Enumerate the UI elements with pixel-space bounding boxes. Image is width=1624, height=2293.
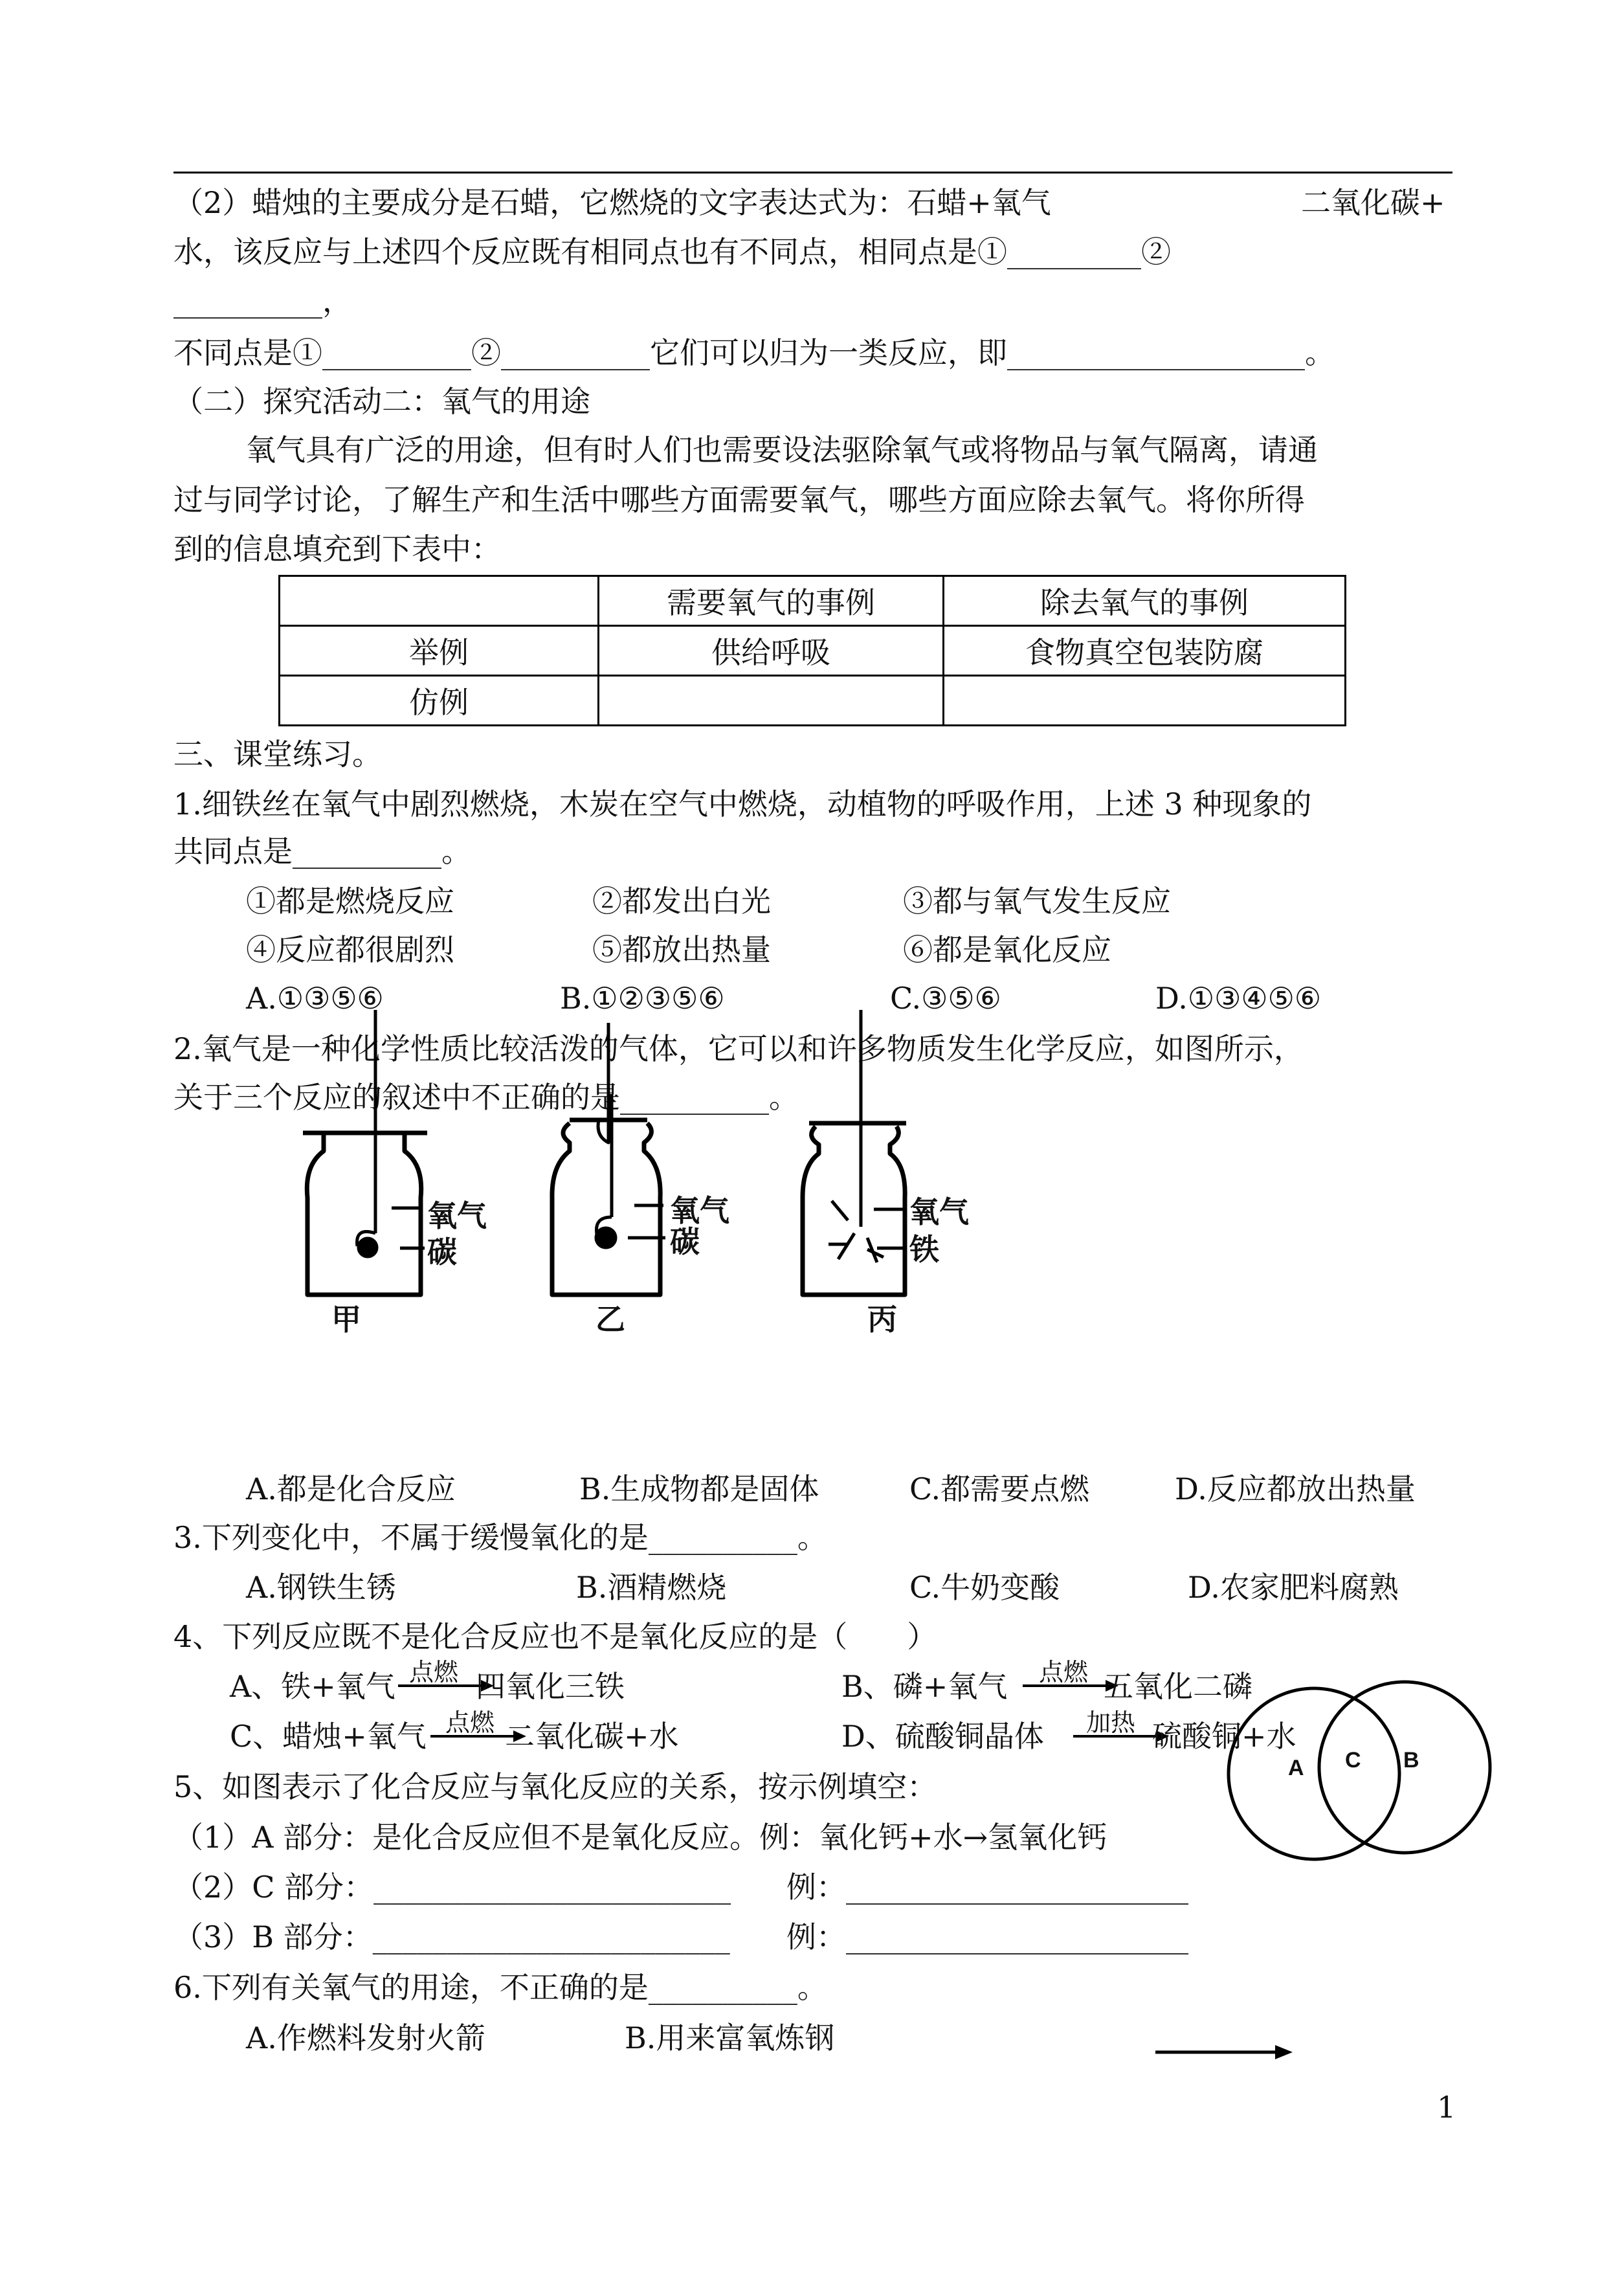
table-header-remove: 除去氧气的事例 [944,576,1346,626]
q3-stem: 3.下列变化中，不属于缓慢氧化的是__________。 [173,1520,827,1555]
q6-stem: 6.下列有关氧气的用途，不正确的是__________。 [173,1970,827,2005]
q4-option-b-product: 五氧化二磷 [1104,1669,1252,1704]
q1-option-c[interactable]: C.③⑤⑥ [890,981,1001,1016]
q6-option-a[interactable]: A.作燃料发射火箭 [246,2020,485,2055]
q2-line-2: 水，该反应与上述四个反应既有相同点也有不同点，相同点是①_________② [173,234,1171,269]
top-rule [173,172,1452,173]
caption-bing: 丙 [867,1302,897,1337]
q4-option-c-product: 二氧化碳+水 [505,1719,679,1754]
condition-label: 点燃 [445,1708,495,1737]
condition-label: 加热 [1086,1708,1136,1737]
q2-option-b[interactable]: B.生成物都是固体 [579,1471,819,1506]
q1-statement: ③都与氧气发生反应 [903,884,1171,919]
q1-statement: ①都是燃烧反应 [246,884,454,919]
q4-option-d-product: 硫酸铜+水 [1152,1719,1296,1754]
q2-line-1-end: 二氧化碳+ [1301,185,1445,220]
q4-option-c-reactants[interactable]: C、蜡烛+氧气 [230,1719,427,1754]
table-cell[interactable] [944,676,1346,726]
condition-label: 点燃 [409,1658,459,1686]
table-cell[interactable] [599,676,944,726]
q2-option-a[interactable]: A.都是化合反应 [246,1471,456,1506]
q2-line-1: （2）蜡烛的主要成分是石蜡，它燃烧的文字表达式为：石蜡+氧气 [173,185,1051,220]
label-oxygen: 氧气 [670,1193,729,1228]
section-3-title: 三、课堂练习。 [173,737,382,772]
label-oxygen: 氧气 [909,1194,969,1229]
venn-label-a: A [1288,1756,1304,1780]
q3-option-c[interactable]: C.牛奶变酸 [909,1570,1060,1605]
label-carbon: 碳 [670,1224,700,1259]
q4-option-b-reactants[interactable]: B、磷+氧气 [841,1669,1008,1704]
condition-label: 点燃 [1039,1658,1089,1686]
q5-part-3-label[interactable]: （3）B 部分：________________________ [173,1919,730,1954]
q4-option-a-reactants[interactable]: A、铁+氧气 [230,1669,395,1704]
q4-option-a-product: 四氧化三铁 [476,1669,625,1704]
q1-statement: ②都发出白光 [592,884,771,919]
section-2-para-2: 过与同学讨论，了解生产和生活中哪些方面需要氧气，哪些方面应除去氧气。将你所得 [173,482,1305,517]
oxygen-uses-table [278,575,1346,726]
section-2-title: （二）探究活动二：氧气的用途 [173,384,590,419]
q2-line-3: __________， [173,284,352,319]
q1-option-b[interactable]: B.①②③⑤⑥ [560,981,725,1016]
q2-stem-2: 关于三个反应的叙述中不正确的是__________。 [173,1080,799,1115]
label-carbon: 碳 [427,1235,457,1270]
table-row [280,626,1346,676]
q4-stem: 4、下列反应既不是化合反应也不是氧化反应的是（ ） [173,1619,937,1654]
q1-statement: ⑤都放出热量 [592,932,771,967]
table-cell [280,576,599,626]
table-header-need: 需要氧气的事例 [599,576,944,626]
table-cell: 供给呼吸 [599,626,944,676]
q3-option-d[interactable]: D.农家肥料腐熟 [1188,1570,1399,1605]
q1-option-d[interactable]: D.①③④⑤⑥ [1155,981,1322,1016]
q2-option-d[interactable]: D.反应都放出热量 [1175,1471,1416,1506]
section-2-para-3: 到的信息填充到下表中： [173,531,501,566]
q6-option-b[interactable]: B.用来富氧炼钢 [625,2020,835,2055]
venn-label-b: B [1403,1748,1419,1773]
label-oxygen: 氧气 [427,1198,487,1233]
table-row [280,576,1346,626]
q1-option-a[interactable]: A.①③⑤⑥ [246,981,384,1016]
section-2-para-1: 氧气具有广泛的用途，但有时人们也需要设法驱除氧气或将物品与氧气隔离，请通 [246,432,1318,467]
q4-option-d-reactants[interactable]: D、硫酸铜晶体 [841,1719,1044,1754]
table-cell: 仿例 [280,676,599,726]
caption-jia: 甲 [331,1302,361,1337]
q2-stem-1: 2.氧气是一种化学性质比较活泼的气体，它可以和许多物质发生化学反应，如图所示， [173,1031,1304,1066]
q3-option-a[interactable]: A.钢铁生锈 [246,1570,396,1605]
table-row [280,676,1346,726]
table-cell: 举例 [280,626,599,676]
reaction-arrow-icon [1155,2042,1298,2062]
q5-part-1: （1）A 部分：是化合反应但不是氧化反应。例：氧化钙+水→氢氧化钙 [173,1820,1107,1855]
q5-part-3-example[interactable]: 例：_______________________ [786,1919,1188,1954]
q1-statement: ④反应都很剧烈 [246,932,454,967]
q5-part-2-label[interactable]: （2）C 部分：________________________ [173,1870,731,1905]
table-cell: 食物真空包装防腐 [944,626,1346,676]
label-iron: 铁 [909,1232,939,1267]
page-number: 1 [1437,2090,1456,2125]
q1-stem-1: 1.细铁丝在氧气中剧烈燃烧，木炭在空气中燃烧，动植物的呼吸作用，上述 3 种现象的 [173,787,1312,822]
q2-option-c[interactable]: C.都需要点燃 [909,1471,1090,1506]
reaction-jars-figure [285,1003,1100,1353]
q1-statement: ⑥都是氧化反应 [903,932,1111,967]
q1-stem-2: 共同点是__________。 [173,834,471,869]
venn-label-c: C [1345,1748,1361,1773]
venn-diagram [1217,1680,1502,1868]
q5-part-2-example[interactable]: 例：_______________________ [786,1870,1188,1905]
q3-option-b[interactable]: B.酒精燃烧 [576,1570,727,1605]
caption-yi: 乙 [595,1302,625,1337]
q5-stem: 5、如图表示了化合反应与氧化反应的关系，按示例填空： [173,1769,937,1804]
q2-line-4: 不同点是①__________②__________它们可以归为一类反应，即____________________。 [173,335,1335,370]
